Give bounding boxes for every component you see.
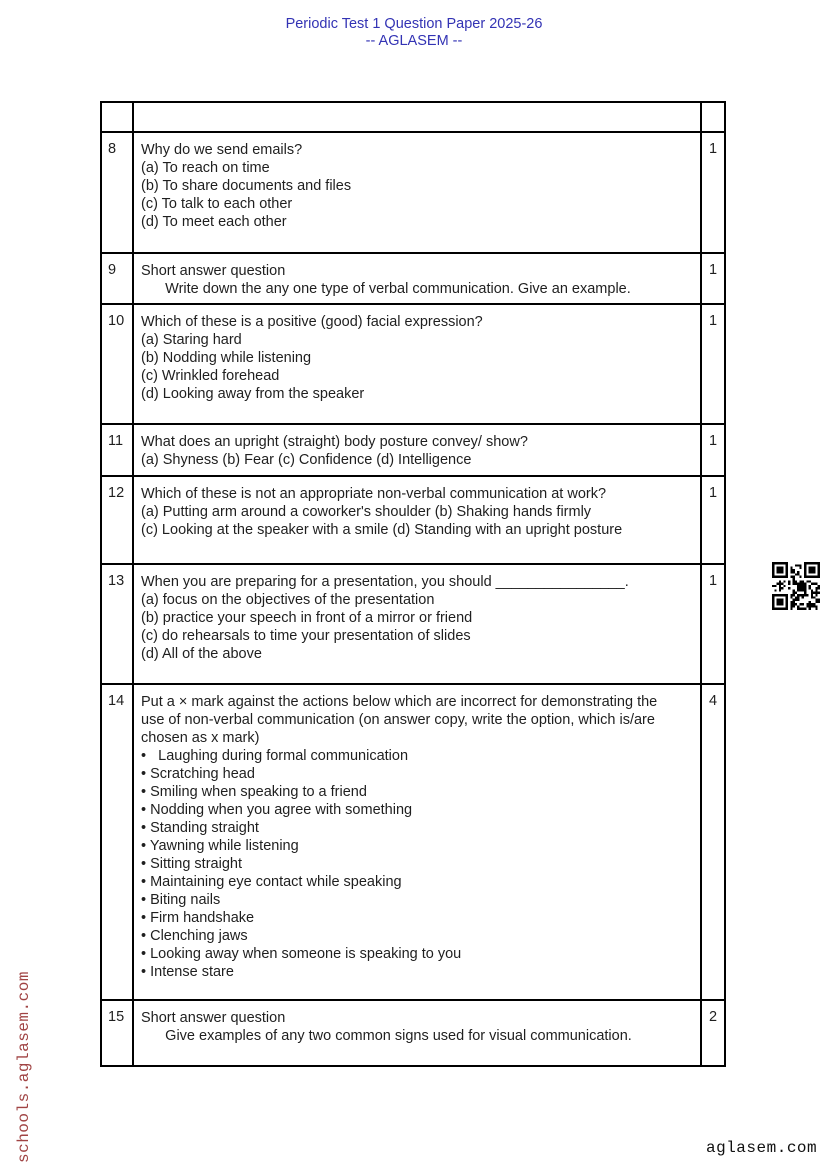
question-text-line: • Biting nails	[141, 892, 221, 908]
question-text-line: • Smiling when speaking to a friend	[141, 784, 367, 800]
question-marks: 1	[708, 313, 718, 329]
question-text-line: • Looking away when someone is speaking to you	[141, 946, 462, 962]
table-row	[102, 477, 724, 565]
question-text-line: • Clenching jaws	[141, 928, 248, 944]
question-text-line: (c) do rehearsals to time your presentation of slides	[141, 628, 471, 644]
question-text-line: What does an upright (straight) body posture convey/ show?	[141, 434, 528, 450]
question-marks: 1	[708, 141, 718, 157]
question-text-line: • Nodding when you agree with something	[141, 802, 413, 818]
question-text-line: (d) To meet each other	[141, 214, 287, 230]
question-text-line: • Standing straight	[141, 820, 259, 836]
question-text-line: • Scratching head	[141, 766, 255, 782]
table-row	[102, 685, 724, 1001]
question-text	[134, 425, 702, 475]
question-text-line: (a) focus on the objectives of the presentation	[141, 592, 435, 608]
question-text-line: (a) Staring hard	[141, 332, 242, 348]
question-table	[100, 101, 726, 1067]
question-text-line: • Laughing during formal communication	[141, 748, 409, 764]
question-text-line: Give examples of any two common signs used for visual communication.	[141, 1028, 632, 1044]
question-marks: 1	[708, 433, 718, 449]
document-header	[0, 16, 828, 50]
question-number: 14	[102, 685, 134, 999]
question-text-line: When you are preparing for a presentation, you should ________________.	[141, 574, 629, 590]
question-text-line: (b) Nodding while listening	[141, 350, 312, 366]
table-row	[102, 1001, 724, 1065]
question-text-line: (d) All of the above	[141, 646, 262, 662]
question-text-line: • Maintaining eye contact while speaking	[141, 874, 402, 890]
table-row	[102, 305, 724, 425]
question-text-line: Short answer question	[141, 1010, 286, 1026]
question-text-line: • Sitting straight	[141, 856, 242, 872]
question-text-line: Which of these is not an appropriate non-verbal communication at work?	[141, 486, 607, 502]
question-text-line: (b) To share documents and files	[141, 178, 352, 194]
question-marks: 1	[708, 485, 718, 501]
question-text-line: Why do we send emails?	[141, 142, 303, 158]
question-text-line: (d) Looking away from the speaker	[141, 386, 365, 402]
question-text-line: Write down the any one type of verbal communication. Give an example.	[141, 281, 631, 297]
question-text-line: Short answer question	[141, 263, 286, 279]
question-text-line: use of non-verbal communication (on answer copy, write the option, which is/are	[141, 712, 655, 728]
question-text	[134, 477, 702, 563]
question-text	[134, 305, 702, 423]
question-marks: 4	[708, 693, 718, 709]
question-number: 15	[102, 1001, 134, 1065]
question-text-line: • Intense stare	[141, 964, 234, 980]
question-marks: 1	[708, 262, 718, 278]
table-row	[102, 133, 724, 254]
question-number: 8	[102, 133, 134, 252]
header-number-cell	[102, 103, 134, 131]
question-text	[134, 565, 702, 683]
question-marks: 2	[708, 1009, 718, 1025]
table-row	[102, 254, 724, 305]
side-watermark: schools.aglasem.com	[15, 971, 33, 1163]
question-text-line: (c) To talk to each other	[141, 196, 293, 212]
question-marks: 1	[708, 573, 718, 589]
document-subtitle: -- AGLASEM --	[365, 33, 463, 49]
question-text-line: • Yawning while listening	[141, 838, 299, 854]
header-question-cell	[134, 103, 702, 131]
question-text-line: Put a × mark against the actions below which are incorrect for demonstrating the	[141, 694, 658, 710]
question-text	[134, 1001, 702, 1065]
question-text-line: (a) Shyness (b) Fear (c) Confidence (d) Intelligence	[141, 452, 472, 468]
question-number: 12	[102, 477, 134, 563]
document-title: Periodic Test 1 Question Paper 2025-26	[285, 16, 543, 32]
question-text-line: (c) Looking at the speaker with a smile (d) Standing with an upright posture	[141, 522, 623, 538]
question-text	[134, 133, 702, 252]
question-text	[134, 254, 702, 303]
footer-watermark: aglasem.com	[706, 1139, 818, 1157]
question-text-line: (a) To reach on time	[141, 160, 270, 176]
table-row	[102, 425, 724, 477]
qr-code	[771, 562, 821, 610]
question-number: 11	[102, 425, 134, 475]
question-text-line: chosen as x mark)	[141, 730, 260, 746]
question-text-line: (c) Wrinkled forehead	[141, 368, 280, 384]
table-header-row	[102, 103, 724, 133]
question-text	[134, 685, 702, 999]
table-row	[102, 565, 724, 685]
question-number: 13	[102, 565, 134, 683]
header-marks-cell	[702, 103, 724, 131]
question-text-line: • Firm handshake	[141, 910, 255, 926]
question-number: 9	[102, 254, 134, 303]
question-text-line: (a) Putting arm around a coworker's shoulder (b) Shaking hands firmly	[141, 504, 592, 520]
question-text-line: (b) practice your speech in front of a mirror or friend	[141, 610, 473, 626]
question-number: 10	[102, 305, 134, 423]
question-text-line: Which of these is a positive (good) facial expression?	[141, 314, 483, 330]
